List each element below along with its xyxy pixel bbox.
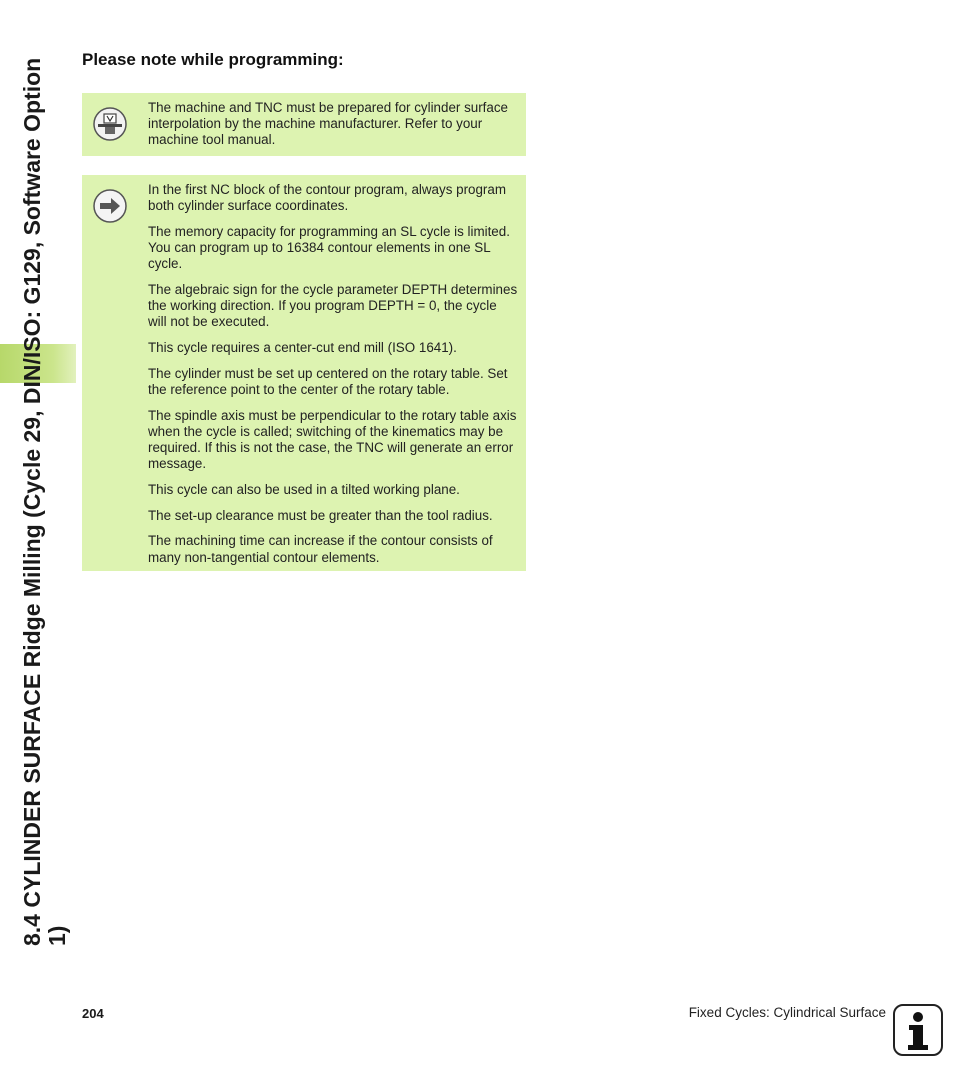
note-item: The set-up clearance must be greater than the tool radius. — [148, 507, 493, 523]
chapter-title: Fixed Cycles: Cylindrical Surface — [688, 1005, 886, 1020]
note-item: The algebraic sign for the cycle parameter DEPTH determines the working direction. If you program DEPTH = 0, the cycle will not be executed. — [148, 282, 518, 330]
page-number: 204 — [82, 1006, 104, 1021]
note-item: The cylinder must be set up centered on the rotary table. Set the reference point to the center of the rotary table. — [148, 365, 508, 398]
programming-notes-box — [82, 175, 526, 571]
machine-note-paragraph: The machine and TNC must be prepared for cylinder surface interpolation by the machine manufacturer. Refer to your machine tool manual. — [148, 100, 508, 148]
note-item: The spindle axis must be perpendicular to the rotary table axis when the cycle is called; switching of the kinematics may be required. If this is not the case, the TNC will generate an error message. — [148, 407, 517, 472]
note-item: This cycle requires a center-cut end mill (ISO 1641). — [148, 340, 457, 356]
note-item: The memory capacity for programming an SL cycle is limited. You can program up to 16384 contour elements in one SL cycle. — [148, 223, 510, 272]
programming-notes-list — [148, 182, 518, 575]
page-heading: Please note while programming: — [82, 50, 344, 69]
machine-note-box — [82, 93, 526, 156]
note-item: The machining time can increase if the contour consists of many non-tangential contour elements. — [148, 533, 493, 565]
arrow-right-icon — [92, 188, 128, 224]
machine-note-text — [148, 100, 518, 158]
section-title-vertical: 8.4 CYLINDER SURFACE Ridge Milling (Cycle 29, DIN/ISO: G129, Software Option 1) — [19, 57, 70, 946]
machine-icon — [92, 106, 128, 142]
info-icon — [893, 1004, 943, 1056]
note-item: In the first NC block of the contour program, always program both cylinder surface coordinates. — [148, 182, 506, 214]
note-item: This cycle can also be used in a tilted working plane. — [148, 482, 460, 498]
